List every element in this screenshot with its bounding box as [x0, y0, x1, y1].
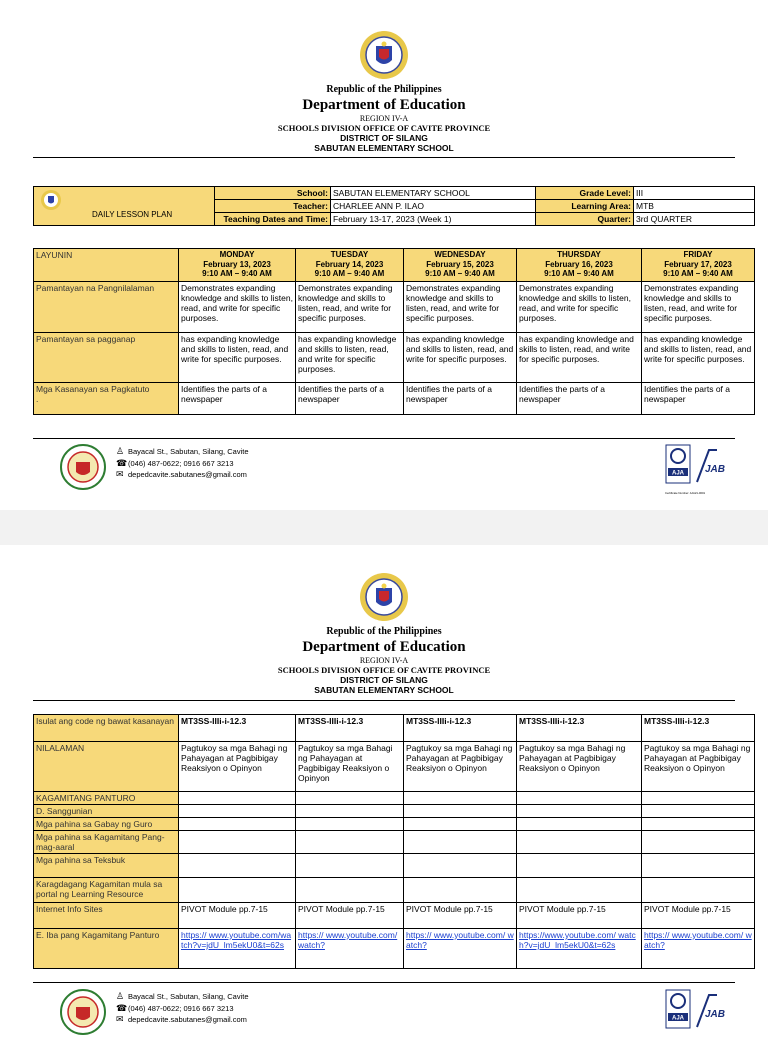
- department-title: Department of Education: [302, 639, 466, 655]
- table-cell: Identifies the parts of a newspaper: [296, 383, 404, 415]
- deped-seal-small-icon: [40, 189, 62, 211]
- row-label: NILALAMAN: [34, 742, 179, 792]
- table-row: [34, 929, 755, 969]
- grade-value: III: [634, 187, 755, 200]
- code-cell: MT3SS-IIIi-i-12.3: [404, 715, 517, 742]
- table-row: [34, 383, 755, 415]
- region-text: REGION IV-A: [359, 114, 409, 123]
- address-text: Bayacal St., Sabutan, Silang, Cavite: [128, 447, 249, 456]
- row-label: Pamantayan sa pagganap: [34, 333, 179, 383]
- area-value: MTB: [634, 200, 755, 213]
- link-cell: [517, 929, 642, 969]
- svg-text:JAB: JAB: [705, 464, 726, 475]
- table-row: [34, 792, 755, 805]
- code-cell: MT3SS-IIIi-i-12.3: [517, 715, 642, 742]
- school-logo-icon: [60, 989, 106, 1035]
- footer-divider: [33, 982, 735, 983]
- table-cell: Identifies the parts of a newspaper: [179, 383, 296, 415]
- school-logo-icon: [60, 444, 106, 490]
- row-label: Mga pahina sa Teksbuk: [34, 854, 179, 878]
- location-icon: ♙: [116, 991, 125, 1001]
- table-cell: PIVOT Module pp.7-15: [517, 903, 642, 929]
- table-row: [34, 742, 755, 792]
- page-two: [0, 545, 768, 1024]
- mail-icon: ✉: [116, 1014, 124, 1024]
- row-label: D. Sanggunian: [34, 805, 179, 818]
- school-name-text: SABUTAN ELEMENTARY SCHOOL: [314, 685, 454, 695]
- teacher-label: Teacher:: [215, 200, 331, 213]
- contact-info: [116, 991, 249, 1026]
- lesson-plan-table-2: [33, 714, 755, 969]
- phone-icon: ☎: [116, 1002, 128, 1013]
- table-cell: has expanding knowledge and skills to listen, read, and write for specific purposes.: [642, 333, 755, 383]
- email-text: depedcavite.sabutanes@gmail.com: [128, 1015, 247, 1024]
- table-cell: Pagtukoy sa mga Bahagi ng Pahayagan at Pagbibigay Reaksiyon o Opinyon: [642, 742, 755, 792]
- republic-text: Republic of the Philippines: [326, 626, 442, 637]
- table-cell: Pagtukoy sa mga Bahagi ng Pahayagan at Pagbibigay Reaksiyon o Opinyon: [296, 742, 404, 792]
- school-label: School:: [215, 187, 331, 200]
- letterhead: [0, 84, 768, 153]
- division-text: SCHOOLS DIVISION OFFICE OF CAVITE PROVINCE: [277, 123, 491, 133]
- dlp-title: DAILY LESSON PLAN: [92, 210, 173, 219]
- day-header: FRIDAY February 17, 2023 9:10 AM – 9:40 AM: [642, 249, 755, 282]
- header-divider: [33, 700, 735, 701]
- school-name-text: SABUTAN ELEMENTARY SCHOOL: [314, 143, 454, 153]
- svg-text:JAB: JAB: [705, 1009, 726, 1020]
- table-cell: PIVOT Module pp.7-15: [642, 903, 755, 929]
- email-text: depedcavite.sabutanes@gmail.com: [128, 470, 247, 479]
- table-row: [34, 854, 755, 878]
- row-label: Mga Kasanayan sa Pagkatuto .: [34, 383, 179, 415]
- district-text: DISTRICT OF SILANG: [340, 675, 428, 685]
- aja-jab-icon: [665, 444, 726, 486]
- table-cell: Identifies the parts of a newspaper: [642, 383, 755, 415]
- school-value: SABUTAN ELEMENTARY SCHOOL: [331, 187, 536, 200]
- table-cell: has expanding knowledge and skills to listen, read, and write for specific purposes.: [404, 333, 517, 383]
- mail-icon: ✉: [116, 469, 124, 479]
- address-text: Bayacal St., Sabutan, Silang, Cavite: [128, 992, 249, 1001]
- youtube-link[interactable]: https://www.youtube.com/ watch?v=jdU_lm5ekU0&t=62s: [519, 930, 636, 950]
- day-header: MONDAY February 13, 2023 9:10 AM – 9:40 AM: [179, 249, 296, 282]
- footer: [60, 444, 726, 495]
- row-label: E. Iba pang Kagamitang Panturo: [34, 929, 179, 969]
- youtube-link[interactable]: https:// www.youtube.com/ watch?: [644, 930, 752, 950]
- code-cell: MT3SS-IIIi-i-12.3: [179, 715, 296, 742]
- table-row: [34, 878, 755, 903]
- district-text: DISTRICT OF SILANG: [340, 133, 428, 143]
- page-gap: [0, 510, 768, 545]
- footer-divider: [33, 438, 735, 439]
- deped-seal-icon: [359, 30, 409, 80]
- letterhead: [0, 626, 768, 695]
- link-cell: [404, 929, 517, 969]
- aja-jab-icon: [665, 989, 726, 1031]
- table-row: [34, 333, 755, 383]
- table-cell: Demonstrates expanding knowledge and skills to listen, read, and write for specific purposes.: [179, 282, 296, 333]
- youtube-link[interactable]: https:// www.youtube.com/watch?v=jdU_lm5ekU0&t=62s: [181, 930, 292, 950]
- department-title: Department of Education: [302, 97, 466, 113]
- certification-badge: [665, 444, 726, 495]
- table-row: [34, 818, 755, 831]
- link-cell: [642, 929, 755, 969]
- header-divider: [33, 157, 735, 158]
- division-text: SCHOOLS DIVISION OFFICE OF CAVITE PROVINCE: [277, 665, 491, 675]
- table-cell: Identifies the parts of a newspaper: [517, 383, 642, 415]
- table-cell: Demonstrates expanding knowledge and skills to listen, read, and write for specific purposes.: [296, 282, 404, 333]
- table-cell: Demonstrates expanding knowledge and skills to listen, read, and write for specific purposes.: [404, 282, 517, 333]
- table-cell: has expanding knowledge and skills to listen, read, and write for specific purposes.: [296, 333, 404, 383]
- table-cell: has expanding knowledge and skills to listen, read, and write for specific purposes.: [179, 333, 296, 383]
- page-one: [0, 0, 768, 510]
- table-cell: Identifies the parts of a newspaper: [404, 383, 517, 415]
- quarter-label: Quarter:: [536, 213, 634, 226]
- footer: [60, 989, 726, 1039]
- day-header: THURSDAY February 16, 2023 9:10 AM – 9:40 AM: [517, 249, 642, 282]
- table-cell: Demonstrates expanding knowledge and skills to listen, read, and write for specific purposes.: [642, 282, 755, 333]
- dlp-info-table: [33, 186, 755, 226]
- quarter-value: 3rd QUARTER: [634, 213, 755, 226]
- row-label: Karagdagang Kagamitan mula sa portal ng Learning Resource: [34, 878, 179, 903]
- area-label: Learning Area:: [536, 200, 634, 213]
- row-label: Pamantayan na Pangnilalaman: [34, 282, 179, 333]
- lesson-plan-table-1: [33, 248, 755, 415]
- grade-label: Grade Level:: [536, 187, 634, 200]
- svg-text:AJA: AJA: [671, 470, 685, 477]
- row-label: Isulat ang code ng bawat kasanayan: [34, 715, 179, 742]
- table-cell: PIVOT Module pp.7-15: [404, 903, 517, 929]
- svg-text:AJA: AJA: [671, 1015, 685, 1022]
- day-header: WEDNESDAY February 15, 2023 9:10 AM – 9:40 AM: [404, 249, 517, 282]
- dlp-title-cell: [34, 187, 215, 226]
- table-cell: Pagtukoy sa mga Bahagi ng Pahayagan at Pagbibigay Reaksiyon o Opinyon: [404, 742, 517, 792]
- deped-seal-icon: [359, 572, 409, 622]
- contact-info: [116, 446, 249, 481]
- youtube-link[interactable]: https:// www.youtube.com/ watch?: [298, 930, 398, 950]
- phone-icon: ☎: [116, 457, 128, 468]
- certification-badge: [665, 989, 726, 1039]
- republic-text: Republic of the Philippines: [326, 84, 442, 95]
- location-icon: ♙: [116, 446, 125, 456]
- table-cell: Pagtukoy sa mga Bahagi ng Pahayagan at Pagbibigay Reaksiyon o Opinyon: [517, 742, 642, 792]
- table-cell: PIVOT Module pp.7-15: [296, 903, 404, 929]
- row-label: Internet Info Sites: [34, 903, 179, 929]
- table-row: [34, 903, 755, 929]
- link-cell: [296, 929, 404, 969]
- table-cell: PIVOT Module pp.7-15: [179, 903, 296, 929]
- table-row: [34, 282, 755, 333]
- day-header: TUESDAY February 14, 2023 9:10 AM – 9:40 AM: [296, 249, 404, 282]
- row-label: Mga pahina sa Kagamitang Pang-mag-aaral: [34, 831, 179, 854]
- table-cell: has expanding knowledge and skills to listen, read, and write for specific purposes.: [517, 333, 642, 383]
- teacher-value: CHARLEE ANN P. ILAO: [331, 200, 536, 213]
- row-label: Mga pahina sa Gabay ng Guro: [34, 818, 179, 831]
- code-cell: MT3SS-IIIi-i-12.3: [296, 715, 404, 742]
- youtube-link[interactable]: https:// www.youtube.com/ watch?: [406, 930, 514, 950]
- table-cell: Demonstrates expanding knowledge and skills to listen, read, and write for specific purposes.: [517, 282, 642, 333]
- dates-label: Teaching Dates and Time:: [215, 213, 331, 226]
- table-row: [34, 715, 755, 742]
- link-cell: [179, 929, 296, 969]
- cert-number: Certificate Number: AJA21-0001: [665, 491, 706, 495]
- code-cell: MT3SS-IIIi-i-12.3: [642, 715, 755, 742]
- table-row: [34, 831, 755, 854]
- region-text: REGION IV-A: [359, 656, 409, 665]
- row-label: KAGAMITANG PANTURO: [34, 792, 179, 805]
- phone-text: (046) 487-0622; 0916 667 3213: [128, 1003, 234, 1013]
- layunin-header: LAYUNIN: [34, 249, 179, 282]
- phone-text: (046) 487-0622; 0916 667 3213: [128, 458, 234, 468]
- table-row: [34, 805, 755, 818]
- dates-value: February 13-17, 2023 (Week 1): [331, 213, 536, 226]
- table-cell: Pagtukoy sa mga Bahagi ng Pahayagan at Pagbibigay Reaksiyon o Opinyon: [179, 742, 296, 792]
